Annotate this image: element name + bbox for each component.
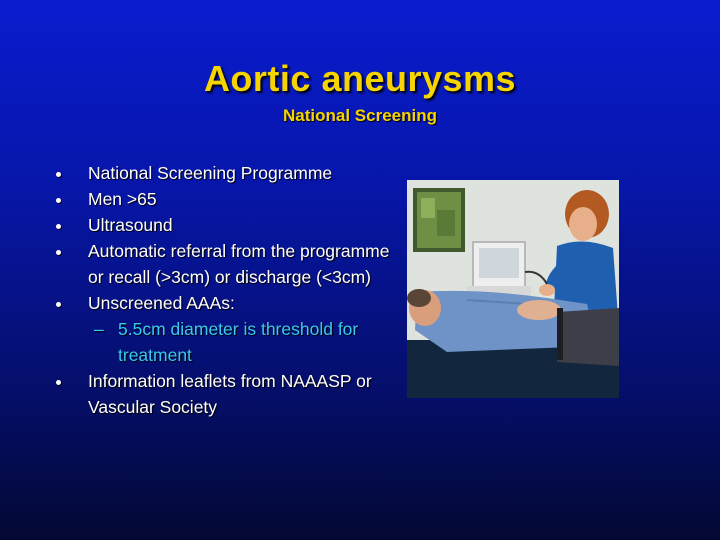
bullet-dot-icon [56,302,61,307]
bullet-text: Ultrasound [88,215,173,235]
bullet-item [52,290,402,316]
bullet-item [52,186,402,212]
bullet-dot-icon [56,224,61,229]
bullet-text: Automatic referral from the programme or recall (>3cm) or discharge (<3cm) [88,241,390,287]
bullet-dot-icon [56,172,61,177]
bullet-item [52,212,402,238]
slide-subtitle: National Screening [283,106,437,125]
bullet-item [52,238,402,290]
bullet-dot-icon [56,250,61,255]
slide-title: Aortic aneurysms [203,58,517,99]
ultrasound-scene-illustration [407,180,619,398]
bullet-text: National Screening Programme [88,163,333,183]
sub-bullet-item [52,316,402,368]
bullet-text: Information leaflets from NAAASP or Vascular Society [88,371,372,417]
bullet-text: Men >65 [88,189,157,209]
dash-icon: – [94,319,104,339]
bullet-text: Unscreened AAAs: [88,293,235,313]
bullet-item [52,160,402,186]
sub-bullet-text: 5.5cm diameter is threshold for treatment [118,319,359,365]
bullet-dot-icon [56,380,61,385]
bullet-item [52,368,402,420]
bullet-list [52,160,402,420]
bullet-dot-icon [56,198,61,203]
ultrasound-photo [407,180,619,398]
